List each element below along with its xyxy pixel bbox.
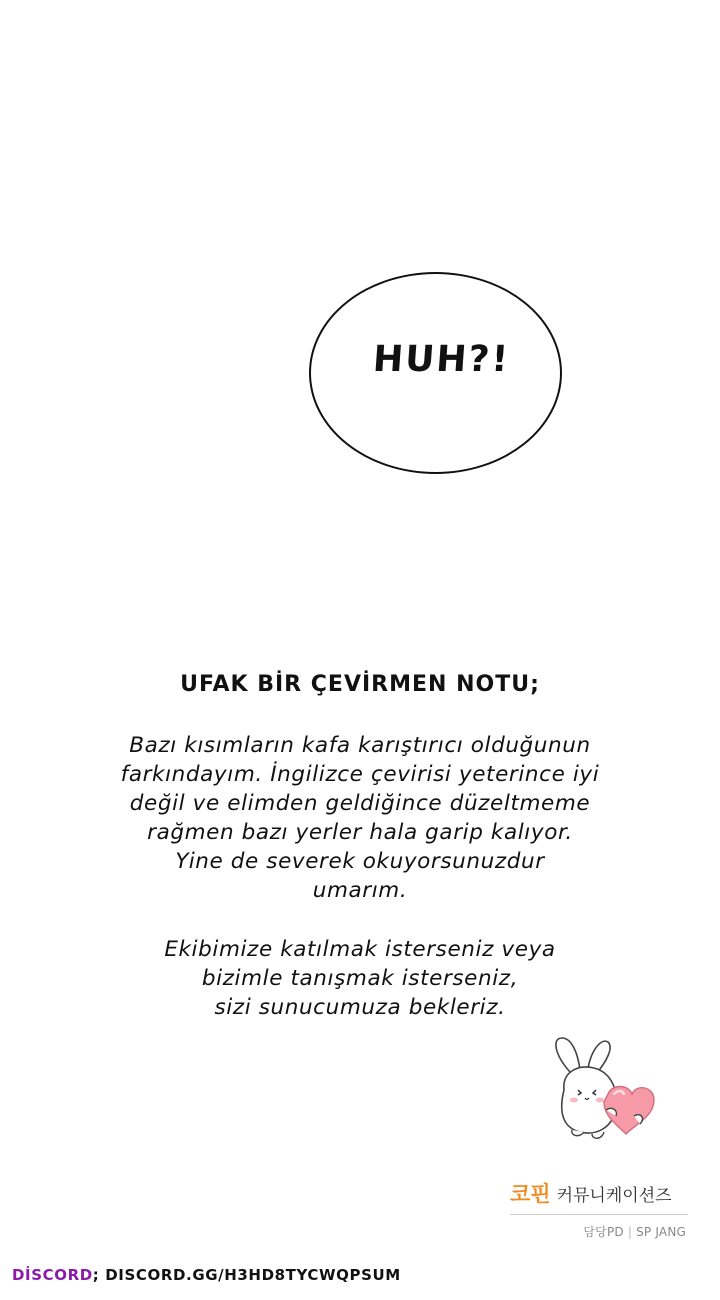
note-line: Ekibimize katılmak isterseniz veya [164,937,556,962]
publisher-subtitle: 커뮤니케이션즈 [556,1186,672,1206]
translator-note-paragraph-2 [60,935,660,1022]
discord-label: DİSCORD [12,1266,93,1284]
note-line: değil ve elimden geldiğince düzeltmeme [129,791,591,816]
producer-credit-name: SP JANG [636,1225,686,1239]
speech-bubble [309,272,562,474]
note-line: Bazı kısımların kafa karıştırıcı olduğunun [129,733,591,758]
credit-separator: | [627,1225,633,1239]
discord-link[interactable]: DISCORD.GG/H3HD8TYCWQPSUM [105,1266,401,1284]
translator-note-title: UFAK BİR ÇEVİRMEN NOTU; [180,672,540,697]
note-line: umarım. [312,878,408,903]
speech-bubble-text: HUH?! [371,338,512,380]
producer-credit [510,1223,690,1240]
publisher-name [510,1178,690,1208]
note-line: bizimle tanışmak isterseniz, [201,966,519,991]
translator-note-paragraph-1 [60,731,660,905]
discord-separator: ; [92,1266,100,1284]
note-line: farkındayım. İngilizce çevirisi yeterince iyi [120,762,600,787]
bunny-holding-heart-icon [548,1032,664,1144]
discord-invite [12,1266,401,1284]
publisher-logo [510,1178,690,1240]
note-line: rağmen bazı yerler hala garip kalıyor. [147,820,573,845]
publisher-brand: 코핀 [510,1182,551,1206]
note-line: sizi sunucumuza bekleriz. [214,995,506,1020]
producer-credit-label: 담당PD [583,1225,624,1239]
logo-divider [510,1214,688,1215]
note-line: Yine de severek okuyorsunuzdur [175,849,545,874]
